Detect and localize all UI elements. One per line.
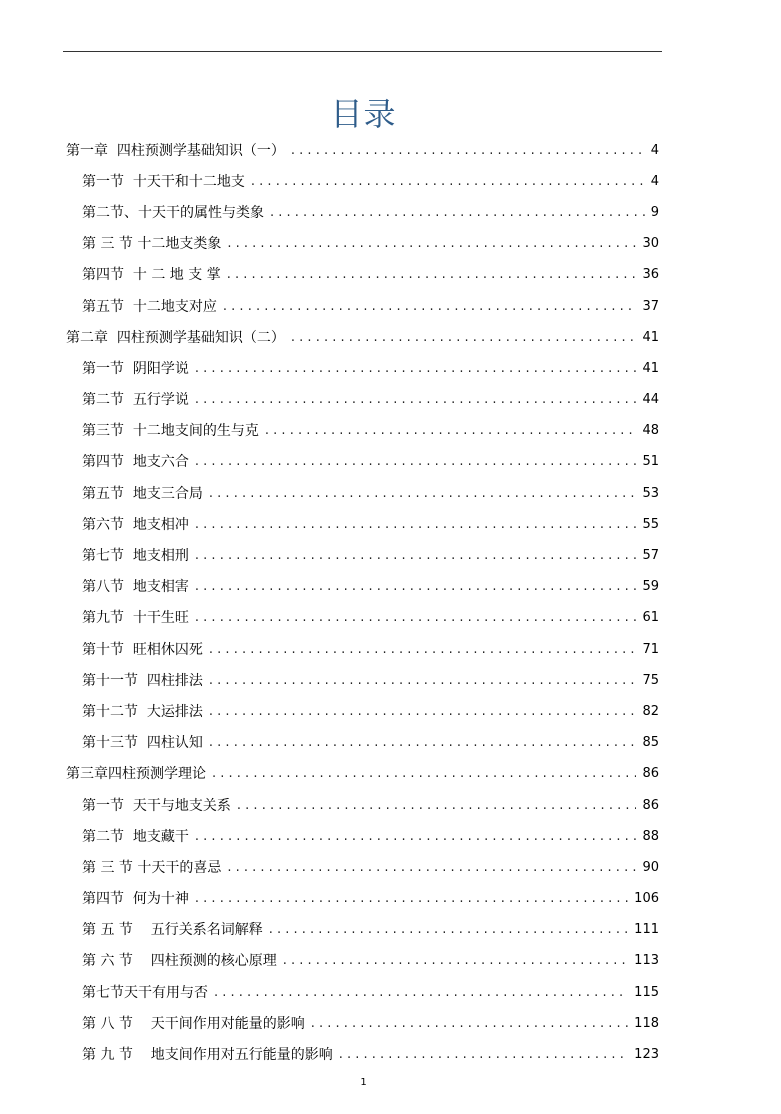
toc-section-entry[interactable] — [0, 603, 659, 634]
toc-entry-page-number: 71 — [642, 641, 659, 657]
toc-section-entry[interactable] — [0, 728, 659, 759]
toc-entry-label: 第 五 节 五行关系名词解释 — [82, 922, 263, 939]
toc-entry-label: 第二节 地支藏干 — [82, 828, 189, 845]
toc-entry-page-number: 36 — [642, 267, 659, 283]
toc-section-entry[interactable] — [0, 416, 659, 447]
toc-entry-page-number: 111 — [634, 922, 659, 938]
toc-entry-page-number: 113 — [634, 953, 659, 969]
toc-entry-page-number: 118 — [634, 1015, 659, 1031]
toc-section-entry[interactable] — [0, 540, 659, 571]
toc-entry-label: 第 九 节 地支间作用对五行能量的影响 — [82, 1047, 333, 1064]
toc-entry-page-number: 4 — [650, 173, 659, 189]
toc-list — [0, 135, 781, 1071]
toc-entry-label: 第一节 十天干和十二地支 — [82, 173, 245, 190]
toc-dot-leader — [223, 298, 637, 316]
toc-entry-label: 第一节 阴阳学说 — [82, 360, 189, 377]
toc-section-entry[interactable] — [0, 634, 659, 665]
toc-entry-page-number: 86 — [642, 766, 659, 782]
toc-section-entry[interactable] — [0, 447, 659, 478]
toc-entry-label: 第 三 节 十天干的喜忌 — [82, 859, 222, 876]
toc-entry-page-number: 55 — [642, 516, 659, 532]
toc-entry-label: 第七节天干有用与否 — [82, 984, 208, 1001]
toc-entry-label: 第十一节 四柱排法 — [82, 672, 203, 689]
toc-entry-label: 第二章 四柱预测学基础知识（二） — [66, 329, 285, 346]
toc-dot-leader — [270, 204, 645, 222]
toc-dot-leader — [195, 609, 637, 627]
toc-section-entry[interactable] — [0, 291, 659, 322]
toc-entry-page-number: 9 — [650, 204, 659, 220]
toc-entry-page-number: 44 — [642, 392, 659, 408]
header-rule — [63, 51, 662, 52]
toc-entry-page-number: 57 — [642, 548, 659, 564]
toc-entry-label: 第九节 十干生旺 — [82, 610, 189, 627]
toc-chapter-entry[interactable] — [0, 322, 659, 353]
toc-entry-page-number: 86 — [642, 797, 659, 813]
toc-entry-label: 第 六 节 四柱预测的核心原理 — [82, 953, 277, 970]
toc-dot-leader — [291, 329, 637, 347]
toc-entry-label: 第四节 地支六合 — [82, 454, 189, 471]
toc-dot-leader — [195, 391, 637, 409]
toc-entry-page-number: 59 — [642, 579, 659, 595]
toc-entry-page-number: 85 — [642, 735, 659, 751]
toc-entry-page-number: 61 — [642, 610, 659, 626]
toc-entry-page-number: 41 — [642, 329, 659, 345]
toc-section-entry[interactable] — [0, 915, 659, 946]
toc-section-entry[interactable] — [0, 229, 659, 260]
toc-dot-leader — [195, 516, 637, 534]
toc-chapter-entry[interactable] — [0, 135, 659, 166]
toc-entry-page-number: 75 — [642, 672, 659, 688]
toc-entry-page-number: 88 — [642, 828, 659, 844]
toc-entry-page-number: 115 — [634, 984, 659, 1000]
toc-entry-page-number: 41 — [642, 360, 659, 376]
toc-section-entry[interactable] — [0, 884, 659, 915]
toc-entry-label: 第五节 十二地支对应 — [82, 298, 217, 315]
toc-dot-leader — [214, 984, 628, 1002]
toc-section-entry[interactable] — [0, 1008, 659, 1039]
toc-entry-label: 第十二节 大运排法 — [82, 703, 203, 720]
toc-dot-leader — [209, 672, 637, 690]
toc-dot-leader — [227, 235, 636, 253]
toc-section-entry[interactable] — [0, 385, 659, 416]
toc-chapter-entry[interactable] — [0, 759, 659, 790]
toc-entry-page-number: 4 — [650, 142, 659, 158]
toc-dot-leader — [209, 734, 637, 752]
toc-section-entry[interactable] — [0, 478, 659, 509]
toc-dot-leader — [195, 547, 637, 565]
toc-dot-leader — [339, 1046, 628, 1064]
toc-entry-page-number: 82 — [642, 703, 659, 719]
toc-section-entry[interactable] — [0, 1039, 659, 1070]
toc-dot-leader — [265, 422, 637, 440]
toc-section-entry[interactable] — [0, 197, 659, 228]
toc-dot-leader — [283, 952, 628, 970]
toc-dot-leader — [195, 453, 637, 471]
toc-entry-page-number: 123 — [634, 1047, 659, 1063]
toc-entry-label: 第二节 五行学说 — [82, 392, 189, 409]
toc-entry-page-number: 53 — [642, 485, 659, 501]
toc-dot-leader — [195, 890, 628, 908]
toc-entry-label: 第十节 旺相休囚死 — [82, 641, 203, 658]
toc-dot-leader — [209, 485, 637, 503]
toc-entry-label: 第七节 地支相刑 — [82, 548, 189, 565]
toc-entry-label: 第二节、十天干的属性与类象 — [82, 204, 264, 221]
toc-section-entry[interactable] — [0, 353, 659, 384]
toc-section-entry[interactable] — [0, 509, 659, 540]
toc-dot-leader — [311, 1015, 628, 1033]
toc-entry-page-number: 37 — [642, 298, 659, 314]
toc-entry-label: 第一章 四柱预测学基础知识（一） — [66, 142, 285, 159]
toc-section-entry[interactable] — [0, 977, 659, 1008]
toc-dot-leader — [195, 828, 637, 846]
toc-dot-leader — [212, 765, 636, 783]
toc-section-entry[interactable] — [0, 166, 659, 197]
toc-dot-leader — [195, 360, 637, 378]
page-title: 目录 — [330, 95, 397, 133]
toc-entry-label: 第六节 地支相冲 — [82, 516, 189, 533]
toc-entry-label: 第 三 节 十二地支类象 — [82, 236, 222, 253]
toc-entry-label: 第八节 地支相害 — [82, 579, 189, 596]
toc-entry-page-number: 48 — [642, 423, 659, 439]
toc-dot-leader — [209, 703, 637, 721]
toc-entry-label: 第五节 地支三合局 — [82, 485, 203, 502]
toc-section-entry[interactable] — [0, 821, 659, 852]
toc-dot-leader — [195, 578, 637, 596]
toc-section-entry[interactable] — [0, 572, 659, 603]
toc-entry-label: 第三节 十二地支间的生与克 — [82, 423, 259, 440]
toc-dot-leader — [227, 859, 636, 877]
toc-section-entry[interactable] — [0, 790, 659, 821]
toc-entry-label: 第 八 节 天干间作用对能量的影响 — [82, 1015, 305, 1032]
toc-entry-label: 第十三节 四柱认知 — [82, 735, 203, 752]
toc-section-entry[interactable] — [0, 260, 659, 291]
toc-entry-page-number: 106 — [634, 891, 659, 907]
toc-dot-leader — [209, 641, 637, 659]
toc-entry-page-number: 30 — [642, 236, 659, 252]
toc-dot-leader — [237, 797, 637, 815]
toc-entry-label: 第四节 十 二 地 支 掌 — [82, 267, 221, 284]
toc-entry-label: 第三章四柱预测学理论 — [66, 766, 206, 783]
toc-dot-leader — [251, 173, 645, 191]
toc-section-entry[interactable] — [0, 696, 659, 727]
toc-section-entry[interactable] — [0, 665, 659, 696]
toc-dot-leader — [291, 142, 645, 160]
page-number: 1 — [360, 1077, 367, 1088]
toc-entry-label: 第四节 何为十神 — [82, 891, 189, 908]
toc-section-entry[interactable] — [0, 852, 659, 883]
toc-dot-leader — [227, 266, 637, 284]
toc-entry-page-number: 51 — [642, 454, 659, 470]
toc-entry-page-number: 90 — [642, 859, 659, 875]
toc-entry-label: 第一节 天干与地支关系 — [82, 797, 231, 814]
toc-dot-leader — [269, 921, 628, 939]
toc-section-entry[interactable] — [0, 946, 659, 977]
